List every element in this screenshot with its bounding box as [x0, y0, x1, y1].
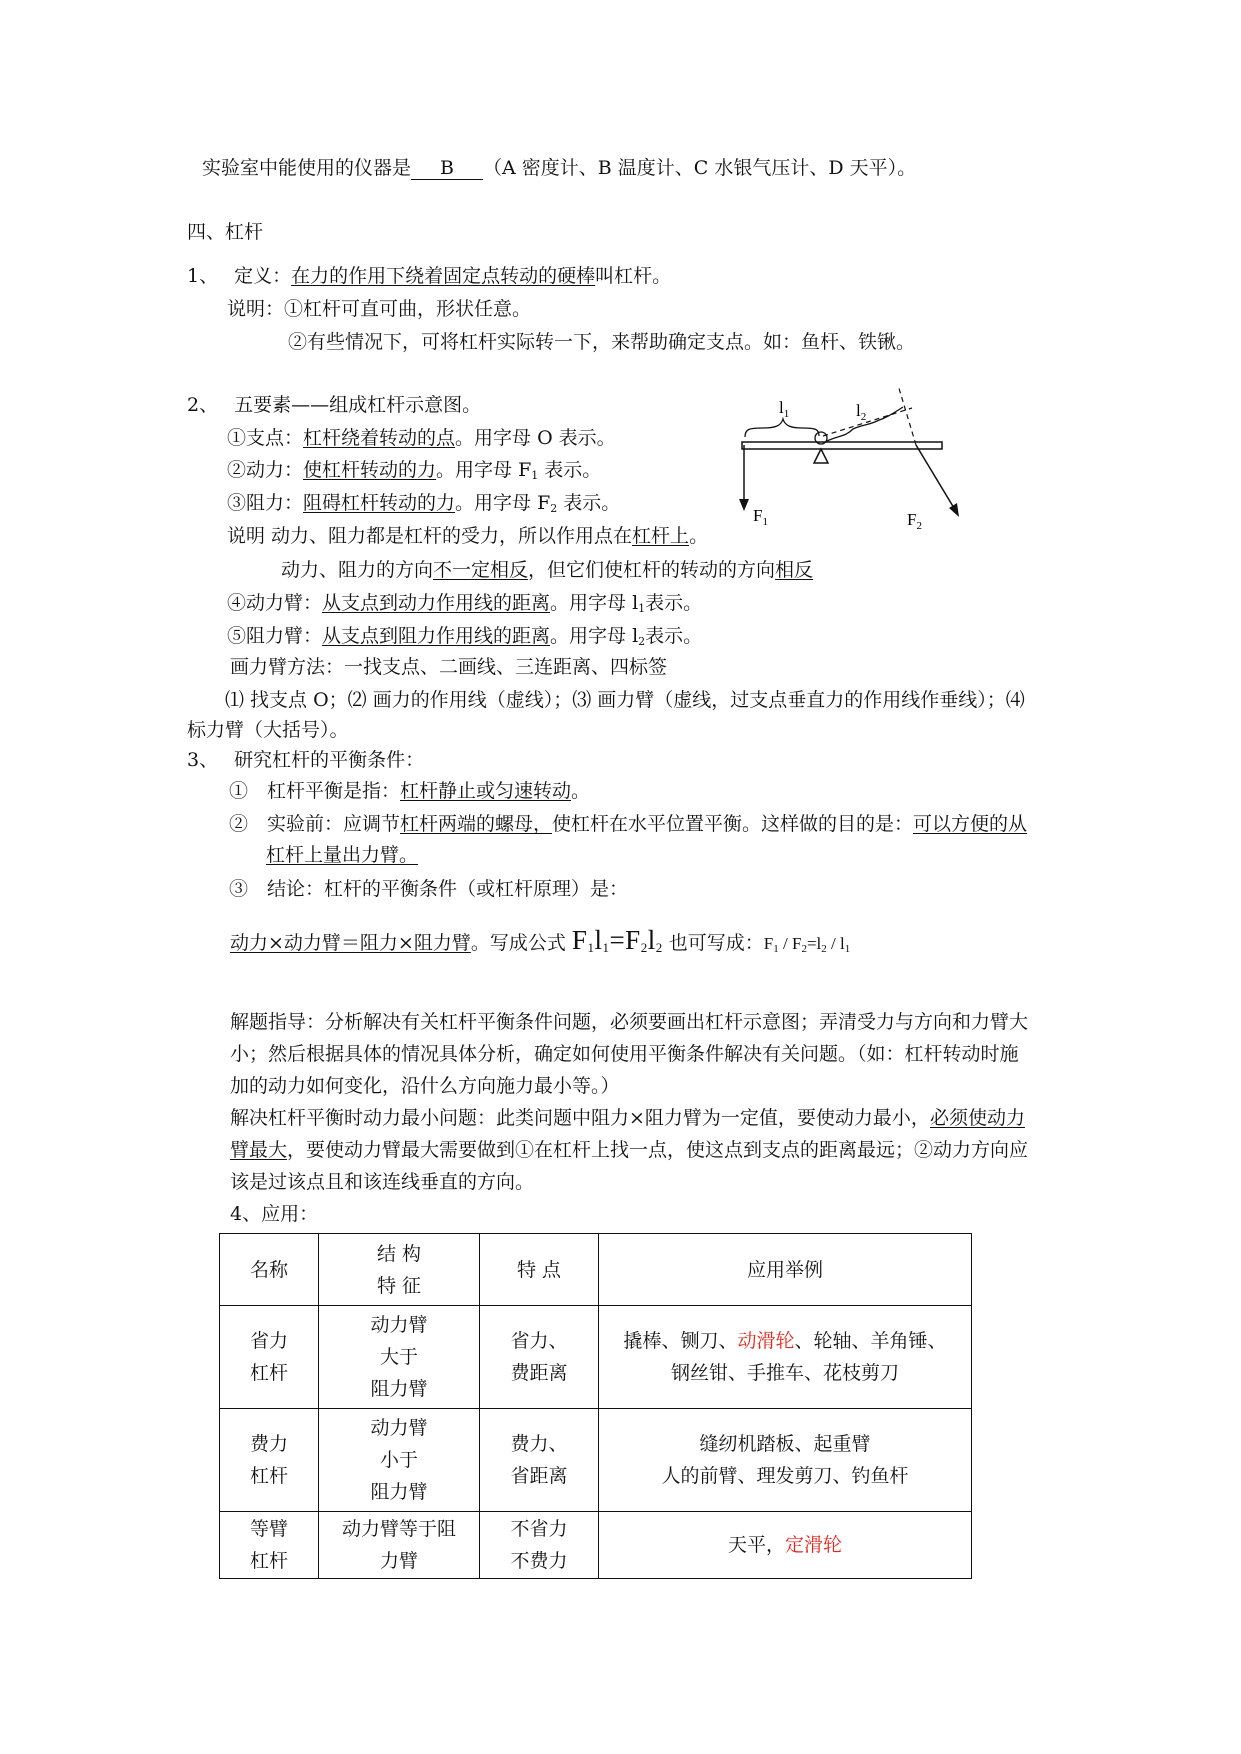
- row-feature: [480, 1512, 599, 1579]
- f1-arrowhead: [739, 499, 749, 511]
- five-elements-title: [187, 391, 481, 419]
- subscript: 1: [587, 940, 595, 955]
- cell-text: 阻力臂: [370, 1481, 428, 1503]
- balance-item-3: ③ 结论：杠杆的平衡条件（或杠杆原理）是：: [229, 878, 629, 900]
- element-effort: [227, 456, 601, 490]
- guide-p1-line1: 解题指导：分析解决有关杠杆平衡条件问题，必须要画出杠杆示意图；弄清受力与方向和力臂大: [230, 1011, 1029, 1033]
- underlined-text: 从支点到动力作用线的距离: [322, 592, 551, 614]
- underlined-text: 必须使动力: [929, 1107, 1025, 1129]
- cell-text: 动力臂等于阻: [341, 1518, 456, 1540]
- label: ①支点：: [227, 427, 304, 449]
- row-feature: [480, 1306, 599, 1409]
- header-name: [220, 1234, 319, 1306]
- section-title: 四、杠杆: [187, 221, 264, 243]
- text: 。写成公式: [470, 932, 566, 954]
- row-name: [220, 1306, 319, 1409]
- l1-label: $l_1$: [779, 398, 790, 420]
- cell-text: 应用举例: [746, 1258, 823, 1281]
- text: 表示。: [645, 625, 703, 647]
- note-1: 说明：①杠杆可直可曲，形状任意。: [227, 298, 532, 320]
- cell-text: 等臂: [249, 1518, 288, 1540]
- text: 。用字母 O 表示。: [455, 427, 616, 449]
- cell-text: 缝纫机踏板、起重臂: [699, 1433, 871, 1455]
- subscript: 2: [640, 940, 648, 955]
- element-fulcrum: [227, 424, 616, 452]
- row-examples: [599, 1306, 972, 1409]
- formula-words: 动力×动力臂＝阻力×阻力臂: [230, 932, 471, 954]
- symbol: F: [571, 925, 588, 955]
- text: 使杠杆在水平位置平衡。这样做的目的是：: [552, 813, 914, 835]
- text: 。用字母 F: [455, 492, 551, 514]
- row-name: [220, 1409, 319, 1512]
- f2-label: $F_2$: [907, 510, 922, 532]
- formula-symbolic: [572, 925, 663, 955]
- definition-underlined: 在力的作用下绕着固定点转动的硬棒: [291, 265, 596, 287]
- cell-text: 人的前臂、理发剪刀、钓鱼杆: [661, 1465, 909, 1487]
- symbol: l: [647, 925, 656, 955]
- balance-title: [187, 746, 424, 774]
- underlined-text: 杠杆上量出力臂。: [266, 844, 419, 866]
- row-name: [220, 1512, 319, 1579]
- fulcrum-triangle: [814, 449, 828, 463]
- cell-text: 不省力: [510, 1518, 568, 1540]
- text: ② 实验前：应调节: [229, 813, 401, 835]
- definition-label: 定义：: [234, 265, 292, 287]
- element-resistance: [227, 489, 620, 523]
- f2-arrowhead: [949, 503, 959, 517]
- underlined-text: 阻碍杠杆转动的力: [303, 492, 456, 514]
- definition-rest: 叫杠杆。: [595, 265, 672, 287]
- lever-application-table: [219, 1233, 972, 1579]
- question-options: （A 密度计、B 温度计、C 水银气压计、D 天平）。: [483, 157, 917, 179]
- text: 表示。: [645, 592, 703, 614]
- symbol: l: [594, 925, 603, 955]
- text: 也可写成：: [668, 932, 764, 954]
- note-2: ②有些情况下，可将杠杆实际转一下，来帮助确定支点。如：鱼杆、铁锹。: [288, 331, 916, 353]
- underlined-text: 臂最大: [230, 1139, 288, 1161]
- text: 。: [689, 525, 709, 547]
- five-elements-text: 五要素——组成杠杆示意图。: [234, 394, 482, 416]
- cell-text: 省力、: [510, 1330, 568, 1352]
- table-row: [220, 1306, 972, 1409]
- symbol: / l: [831, 934, 845, 953]
- cell-text: 天平，: [727, 1534, 785, 1556]
- force-note-1: [227, 522, 708, 550]
- label: ②动力：: [227, 459, 304, 481]
- table-row: [220, 1512, 972, 1579]
- underlined-text: 相反: [775, 559, 814, 581]
- subscript: 2: [801, 943, 807, 955]
- label: ⑤阻力臂：: [227, 625, 323, 647]
- symbol: / F: [783, 934, 802, 953]
- element-resistance-arm: [227, 622, 702, 656]
- text: 。用字母 l: [550, 625, 639, 647]
- guide-p2-line1: [230, 1104, 1025, 1132]
- text: 。用字母 F: [436, 459, 532, 481]
- cell-text: 撬棒、铡刀、: [623, 1330, 738, 1352]
- subscript: 1: [602, 940, 610, 955]
- header-structure: [319, 1234, 480, 1306]
- text: ① 杠杆平衡是指：: [229, 780, 401, 802]
- highlight-text: 定滑轮: [785, 1534, 843, 1556]
- text: 表示。: [538, 459, 602, 481]
- row-structure: [319, 1512, 480, 1579]
- cell-text: 阻力臂: [370, 1378, 428, 1400]
- subscript: 2: [655, 940, 663, 955]
- cell-text: 特 征: [376, 1274, 422, 1297]
- table-row: [220, 1409, 972, 1512]
- item-number: 2、: [187, 394, 219, 416]
- cell-text: 名称: [249, 1258, 288, 1281]
- l1-brace: [745, 419, 819, 437]
- text: ，但它们使杠杆的转动的方向: [528, 559, 776, 581]
- row-structure: [319, 1409, 480, 1512]
- application-title: 4、应用：: [230, 1203, 319, 1225]
- text: 解决杠杆平衡时动力最小问题：此类问题中阻力×阻力臂为一定值，要使动力最小，: [230, 1107, 930, 1129]
- cell-text: 省距离: [510, 1465, 568, 1487]
- element-effort-arm: [227, 589, 702, 623]
- text: 表示。: [557, 492, 621, 514]
- row-structure: [319, 1306, 480, 1409]
- underlined-text: 不一定相反: [433, 559, 529, 581]
- balance-title-text: 研究杠杆的平衡条件：: [234, 749, 425, 771]
- arm-method: 画力臂方法：一找支点、二画线、三连距离、四标签: [230, 656, 668, 678]
- balance-item-2: [229, 810, 1027, 838]
- cell-text: 、轮轴、羊角锤、: [794, 1330, 947, 1352]
- force-note-2: [281, 556, 813, 584]
- cell-text: 小于: [379, 1449, 418, 1471]
- text: ，要使动力臂最大需要做到①在杠杆上找一点，使这点到支点的距离最远；②动力方向应: [287, 1139, 1029, 1161]
- cell-text: 大于: [379, 1346, 418, 1368]
- l2-arm-dashed: [823, 408, 912, 436]
- cell-text: 省力: [249, 1330, 288, 1352]
- guide-p1-line2: 小；然后根据具体的情况具体分析，确定如何使用平衡条件解决有关问题。（如：杠杆转动时施: [230, 1043, 1019, 1065]
- symbol: F: [763, 934, 774, 953]
- cell-text: 特 点: [516, 1258, 562, 1281]
- cell-text: 动力臂: [370, 1314, 428, 1336]
- cell-text: 杠杆: [249, 1550, 288, 1572]
- label: ③阻力：: [227, 492, 304, 514]
- balance-item-1: [229, 777, 590, 805]
- definition-line: [187, 262, 671, 290]
- row-examples: [599, 1512, 972, 1579]
- question-prefix: 实验室中能使用的仪器是: [202, 157, 412, 179]
- symbol: =F: [609, 925, 641, 955]
- text: 动力、阻力的方向: [281, 559, 434, 581]
- cell-text: 动力臂: [370, 1417, 428, 1439]
- cell-text: 钢丝钳、手推车、花枝剪刀: [670, 1362, 899, 1384]
- cell-text: 不费力: [510, 1550, 568, 1572]
- subscript: 1: [531, 469, 539, 482]
- header-feature: [480, 1234, 599, 1306]
- row-feature: [480, 1409, 599, 1512]
- subscript: 1: [773, 943, 779, 955]
- subscript: 1: [638, 602, 646, 615]
- f2-action-line-dashed: [898, 385, 916, 445]
- item-number: 3、: [187, 749, 219, 771]
- text: 说明 动力、阻力都是杠杆的受力，所以作用点在: [227, 525, 633, 547]
- subscript: 1: [844, 943, 851, 955]
- underlined-text: 杠杆静止或匀速转动: [400, 780, 572, 802]
- cell-text: 费距离: [510, 1362, 568, 1384]
- underlined-text: 杠杆两端的螺母，: [400, 813, 553, 835]
- formula-ratio: [764, 934, 850, 953]
- balance-item-2-cont: [266, 841, 418, 869]
- cell-text: 费力: [249, 1433, 288, 1455]
- guide-p2-line2: [230, 1136, 1028, 1164]
- underlined-text: 杠杆上: [632, 525, 690, 547]
- lever-diagram: [735, 385, 975, 535]
- header-examples: [599, 1234, 972, 1306]
- cell-text: 结 构: [376, 1242, 422, 1265]
- question-line: [202, 154, 916, 182]
- underlined-text: 使杠杆转动的力: [303, 459, 437, 481]
- guide-p2-line3: 该是过该点且和该连线垂直的方向。: [230, 1171, 535, 1193]
- guide-p1-line3: 加的动力如何变化，沿什么方向施力最小等。）: [230, 1075, 620, 1097]
- symbol: =l: [806, 934, 822, 953]
- text: 。: [571, 780, 591, 802]
- lever-bar: [742, 442, 942, 449]
- f1-label: $F_1$: [753, 506, 768, 528]
- cell-text: 费力、: [510, 1433, 568, 1455]
- arm-steps-line-1: ⑴ 找支点 O；⑵ 画力的作用线（虚线）；⑶ 画力臂（虚线，过支点垂直力的作用线作垂线）；⑷: [225, 689, 1025, 711]
- subscript: 2: [638, 635, 646, 648]
- underlined-text: 从支点到阻力作用线的距离: [322, 625, 551, 647]
- cell-text: 杠杆: [249, 1465, 288, 1487]
- answer-blank: B: [411, 157, 483, 180]
- highlight-text: 动滑轮: [737, 1330, 795, 1352]
- cell-text: 力臂: [379, 1550, 418, 1572]
- cell-line: [599, 1325, 971, 1357]
- underlined-text: 杠杆绕着转动的点: [303, 427, 456, 449]
- subscript: 2: [821, 943, 827, 955]
- item-number: 1、: [187, 265, 219, 287]
- f2-arrow-line: [916, 445, 957, 513]
- text: 。用字母 l: [550, 592, 639, 614]
- row-examples: [599, 1409, 972, 1512]
- balance-formula: [230, 922, 850, 967]
- l2-label: $l_2$: [856, 401, 867, 423]
- cell-text: 杠杆: [249, 1362, 288, 1384]
- arm-steps-line-2: 标力臂（大括号）。: [187, 719, 349, 741]
- label: ④动力臂：: [227, 592, 323, 614]
- table-header-row: [220, 1234, 972, 1306]
- subscript: 2: [550, 502, 558, 515]
- underlined-text: 可以方便的从: [913, 813, 1028, 835]
